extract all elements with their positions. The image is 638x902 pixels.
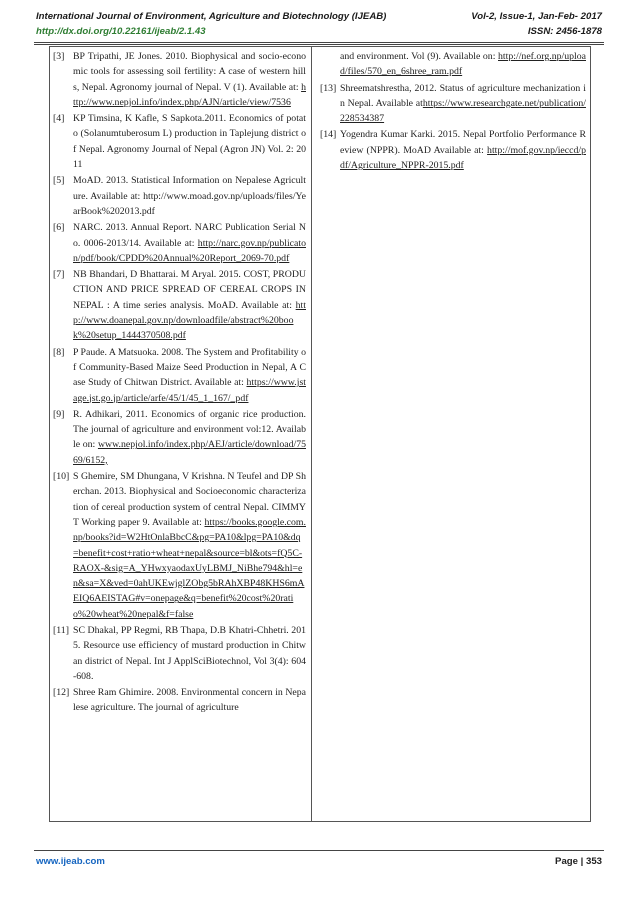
footer-rule — [34, 850, 604, 851]
reference-link[interactable]: http://www.doanepal.gov.np/downloadfile/abstract%20book%20setup_1444370508.pdf — [73, 299, 306, 342]
reference-text: P Paude. A Matsuoka. 2008. The System and Profitability of Community-Based Maize Seed Production in Nepal, A Case Study of Chitwan District. Available at: https://www.jstage.jst.go.jp/article/arfe/45/1/45_1_167/_pdf — [73, 346, 306, 404]
reference-number: [8] — [53, 346, 65, 358]
reference-number: [6] — [53, 222, 65, 234]
journal-title: International Journal of Environment, Agriculture and Biotechnology (IJEAB) — [36, 11, 387, 22]
reference-number: [12] — [53, 687, 70, 699]
reference-number: [4] — [53, 113, 65, 125]
reference-item — [53, 623, 306, 684]
reference-item — [320, 127, 586, 173]
reference-link[interactable]: https://www.jstage.jst.go.jp/article/arfe/45/1/45_1_167/_pdf — [73, 377, 306, 404]
header-rule — [34, 42, 604, 43]
reference-item — [53, 267, 306, 343]
running-header-doi — [36, 26, 602, 37]
header-rule-2 — [34, 44, 604, 45]
table-top-rule — [49, 46, 591, 47]
page-footer — [36, 856, 602, 867]
reference-item — [53, 111, 306, 172]
site-link[interactable]: www.ijeab.com — [36, 856, 105, 867]
column-rule — [590, 46, 591, 821]
references-right-column — [320, 49, 586, 174]
reference-number: [9] — [53, 408, 65, 420]
reference-item — [53, 469, 306, 622]
reference-link[interactable]: http://narc.gov.np/publicaton/pdf/book/CPDD%20Annual%20Report_2069-70.pdf — [73, 237, 306, 264]
reference-text: Shree Ram Ghimire. 2008. Environmental concern in Nepalese agriculture. The journal of agriculture — [73, 687, 306, 714]
reference-text: SC Dhakal, PP Regmi, RB Thapa, D.B Khatri-Chhetri. 2015. Resource use efficiency of mustard production in Chitwan district of Nepal. Int J ApplSciBiotechnol, Vol 3(4): 604-608. — [73, 624, 306, 682]
reference-continued: and environment. Vol (9). Available on: http://nef.org.np/upload/files/570_en_6shree_ram.pdf — [340, 51, 586, 78]
reference-text: NARC. 2013. Annual Report. NARC Publication Serial No. 0006-2013/14. Available at: http://narc.gov.np/publicaton/pdf/book/CPDD%20Annual%20Report_2069-70.pdf — [73, 222, 306, 264]
column-rule — [49, 46, 50, 821]
reference-number: [5] — [53, 175, 65, 187]
reference-number: [14] — [320, 129, 337, 141]
reference-link[interactable]: https://books.google.com.np/books?id=W2HtOnlaBbcC&pg=PA10&lpg=PA10&dq=benefit+cost+ratio+wheat+nepal&source=bl&ots=fQ5C-RAOX-&sig=A_YHwxyaodaxUyLBMJ_NiBhe794&hl=en&sa=X&ved=0ahUKEwjglZObg5bRAhXBP48KHS6mAEIQ6AEISTAG#v=onepage&q=benefit%20cost%20ratio%20wheat%20nepal&f=false — [73, 516, 306, 620]
reference-text: Yogendra Kumar Karki. 2015. Nepal Portfolio Performance Review (NPPR). MoAD Available at: http://mof.gov.np/ieccd/pdf/Agriculture_NPPR-2015.pdf — [340, 129, 586, 172]
reference-number: [7] — [53, 269, 65, 281]
reference-item — [53, 345, 306, 406]
reference-item — [53, 407, 306, 468]
reference-link[interactable]: https://www.researchgate.net/publication/228534387 — [340, 97, 586, 125]
reference-text: KP Timsina, K Kafle, S Sapkota.2011. Economics of potato (Solanumtuberosum L) production in Taplejung district of Nepal. Agronomy Journal of Nepal (Agron JN) Vol. 2: 2011 — [73, 113, 306, 171]
doi-link[interactable]: http://dx.doi.org/10.22161/ijeab/2.1.43 — [36, 26, 206, 37]
reference-link[interactable]: http://mof.gov.np/ieccd/pdf/Agriculture_NPPR-2015.pdf — [340, 144, 586, 172]
volume-info: Vol-2, Issue-1, Jan-Feb- 2017 — [471, 11, 602, 22]
reference-text: BP Tripathi, JE Jones. 2010. Biophysical and socio-economic tools for assessing soil fertility: A case of western hills, Nepal. Agronomy journal of Nepal. V (1). Available at: http://www.nepjol.info/index.php/AJN/article/view/7536 — [73, 51, 306, 108]
reference-item — [53, 220, 306, 266]
page-number: Page | 353 — [555, 856, 602, 867]
reference-number: [11] — [53, 624, 69, 636]
reference-link[interactable]: http://www.nepjol.info/index.php/AJN/article/view/7536 — [73, 81, 306, 108]
reference-item — [53, 49, 306, 110]
reference-number: [3] — [53, 51, 65, 62]
references-left-column — [53, 49, 306, 717]
reference-text: R. Adhikari, 2011. Economics of organic rice production. The journal of agriculture and environment vol:12. Available on: www.nepjol.info/index.php/AEJ/article/download/7569/6152, — [73, 408, 306, 466]
reference-number: [10] — [53, 471, 70, 483]
reference-item — [53, 173, 306, 219]
column-rule — [311, 46, 312, 821]
reference-link[interactable]: www.nepjol.info/index.php/AEJ/article/download/7569/6152, — [73, 439, 306, 466]
reference-text: NB Bhandari, D Bhattarai. M Aryal. 2015. COST, PRODUCTION AND PRICE SPREAD OF CEREAL CROPS IN NEPAL : A time series analysis. MoAD. Available at: http://www.doanepal.gov.np/downloadfile/abstract%20book%20setup_1444370508.pdf — [73, 269, 306, 342]
table-bottom-rule — [49, 821, 591, 822]
issn: ISSN: 2456-1878 — [527, 26, 602, 37]
reference-item — [53, 685, 306, 716]
reference-text: S Ghemire, SM Dhungana, V Krishna. N Teufel and DP Sherchan. 2013. Biophysical and Socioeconomic characterization of cereal production system of central Nepal. CIMMYT Working paper 9. Available at: https://books.google.com.np/books?id=W2HtOnlaBbcC&pg=PA10&lpg=PA10&dq=benefit+cost+ratio+wheat+nepal&source=bl&ots=fQ5C-RAOX-&sig=A_YHwxyaodaxUyLBMJ_NiBhe794&hl=en&sa=X&ved=0ahUKEwjglZObg5bRAhXBP48KHS6mAEIQ6AEISTAG#v=onepage&q=benefit%20cost%20ratio%20wheat%20nepal&f=false — [73, 471, 306, 620]
reference-item — [320, 81, 586, 127]
reference-text: Shreematshrestha, 2012. Status of agriculture mechanization in Nepal. Available athttps://www.researchgate.net/publication/228534387 — [340, 82, 586, 125]
reference-link[interactable]: http://nef.org.np/upload/files/570_en_6shree_ram.pdf — [340, 51, 586, 78]
reference-text: MoAD. 2013. Statistical Information on Nepalese Agriculture. Available at: http://www.moad.gov.np/uploads/files/YearBook%202013.pdf — [73, 175, 306, 217]
running-header — [36, 11, 602, 22]
reference-number: [13] — [320, 82, 337, 94]
